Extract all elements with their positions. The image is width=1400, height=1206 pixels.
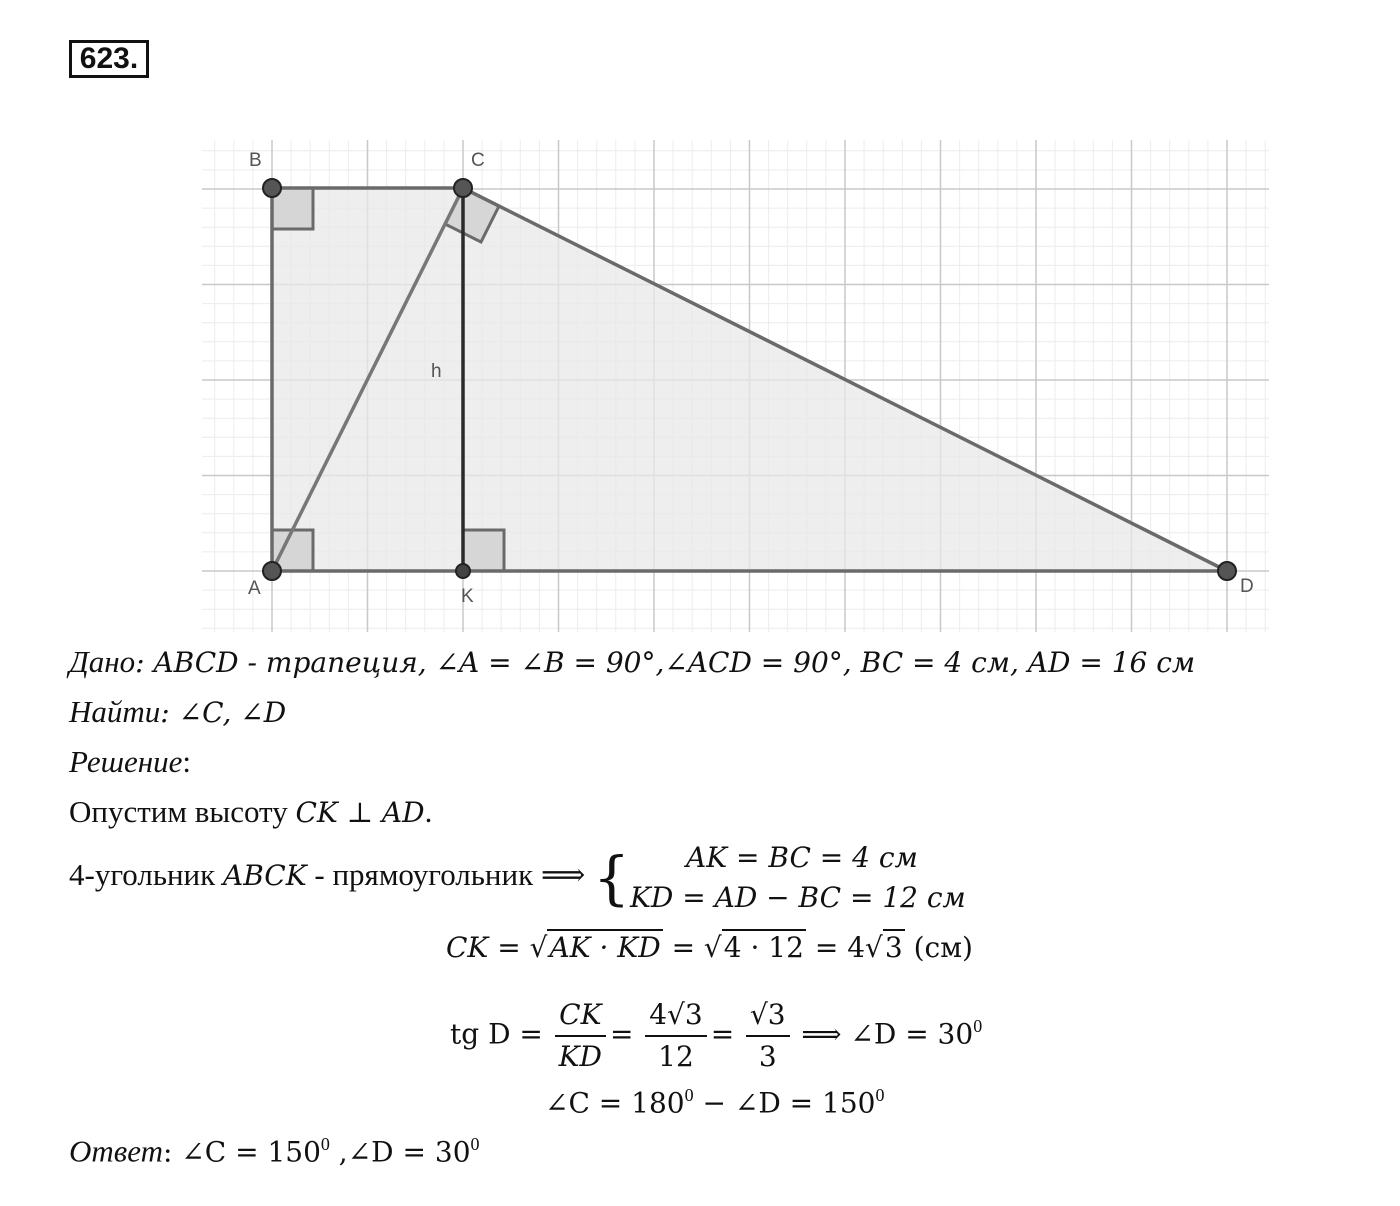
find-line <box>69 693 286 732</box>
point-b <box>263 179 281 197</box>
answer-text: : ∠C = 150 <box>162 1135 321 1169</box>
step1-line <box>69 793 432 832</box>
problem-number: 623. <box>69 40 149 78</box>
ck-radicand-3: 3 <box>884 931 903 964</box>
point-k <box>456 564 470 578</box>
label-d: D <box>1240 576 1254 597</box>
ck-lhs: CK = √ <box>446 931 548 964</box>
system-brace: { <box>593 844 630 912</box>
given-text: : ABCD - трапеция, ∠A = ∠B = 90°,∠ACD = 90°, BC = 4 см, AD = 16 см <box>135 646 1196 679</box>
point-d <box>1218 562 1236 580</box>
step1-end: . <box>424 794 433 829</box>
ck-rhs: = 4√ <box>805 931 883 964</box>
angle-c-line: ∠C = $180^0$ − ∠D = $150^0$ <box>545 1085 885 1120</box>
answer-mid: ,∠D = 30 <box>329 1135 471 1169</box>
system-line-1: AK = BC = 4 см <box>685 841 918 874</box>
label-k: K <box>461 586 474 607</box>
solution-label: Решение <box>69 744 183 779</box>
point-c <box>454 179 472 197</box>
tg-fraction-1: $\frac{CK}{KD}$ <box>555 995 606 1077</box>
angle-c-mid: − ∠D = 150 <box>693 1086 876 1120</box>
tg-result-degree: 0 <box>973 1016 983 1036</box>
system-line-2: KD = AD − BC = 12 см <box>629 881 966 914</box>
ck-radicand-1: AK · KD <box>549 931 661 964</box>
solution-colon: : <box>182 744 191 779</box>
point-a <box>263 562 281 580</box>
step1-math: CK ⊥ AD <box>295 796 425 829</box>
tg-fraction-2: $\frac{4√3}{12}$ <box>645 995 706 1077</box>
ck-line <box>446 928 973 967</box>
step1-text: Опустим высоту <box>69 794 296 829</box>
tg-result: ⟹ ∠D = 30 <box>801 1017 974 1051</box>
step2-line <box>69 838 966 918</box>
given-line <box>69 643 1195 682</box>
system-equations <box>630 838 966 918</box>
right-angle-marker-k <box>463 530 504 571</box>
label-h: h <box>431 361 442 382</box>
tg-lhs: tg D = <box>450 1017 543 1051</box>
tg-line: tg D = $\frac{CK}{KD}$ = $\frac{4√3}{12}$ = $\frac{√3}{3}$ ⟹ ∠D = $30^0$ <box>450 984 982 1077</box>
angle-c-text: ∠C = 180 <box>545 1086 685 1120</box>
step2-quad: ABCK <box>222 859 307 893</box>
step2-prefix: 4-угольник <box>69 857 223 893</box>
ck-unit: (см) <box>904 931 973 964</box>
solution-line <box>69 743 191 781</box>
tg-fraction-3: $\frac{√3}{3}$ <box>746 995 790 1077</box>
find-text: : ∠C, ∠D <box>160 696 287 729</box>
label-b: B <box>249 150 262 171</box>
label-a: A <box>248 578 261 599</box>
given-label: Дано <box>69 644 136 679</box>
label-c: C <box>471 150 485 171</box>
step2-mid: - прямоугольник ⟹ <box>306 857 586 893</box>
answer-line: Ответ: ∠C = $150^0$ ,∠D = $30^0$ <box>69 1133 480 1169</box>
answer-label: Ответ <box>69 1133 163 1169</box>
find-label: Найти <box>69 694 161 729</box>
ck-radicand-2: 4 · 12 <box>723 931 804 964</box>
ck-mid: = √ <box>662 931 722 964</box>
